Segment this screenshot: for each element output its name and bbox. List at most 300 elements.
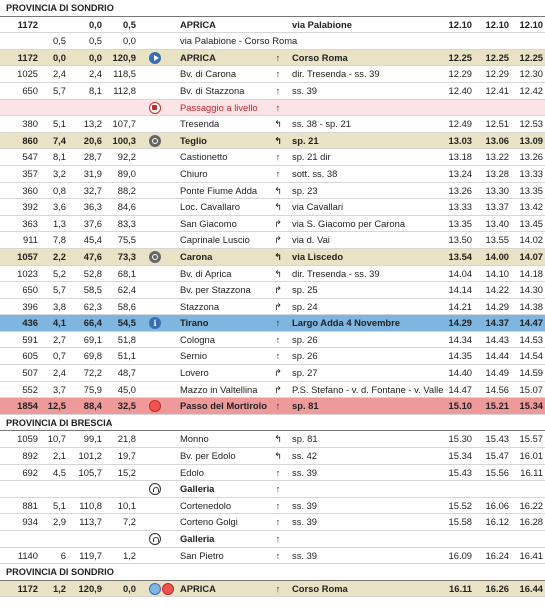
direction-arrow: ↰ bbox=[274, 184, 282, 196]
direction-arrow: ↱ bbox=[274, 217, 282, 229]
remaining-km: 107,7 bbox=[112, 118, 136, 130]
time-medium: 12.10 bbox=[485, 18, 509, 30]
location-name: San Pietro bbox=[180, 549, 224, 561]
altitude: 1059 bbox=[17, 433, 38, 445]
time-slow: 14.38 bbox=[519, 300, 543, 312]
time-slow: 12.53 bbox=[519, 118, 543, 130]
time-slow: 12.25 bbox=[519, 51, 543, 63]
altitude: 1023 bbox=[17, 267, 38, 279]
road-name: via Palabione bbox=[292, 18, 352, 30]
table-row bbox=[0, 33, 545, 50]
altitude: 547 bbox=[22, 151, 38, 163]
time-fast: 13.18 bbox=[448, 151, 472, 163]
location-name: Cortenedolo bbox=[180, 499, 232, 511]
direction-arrow: ↑ bbox=[275, 549, 281, 561]
table-row bbox=[0, 531, 545, 548]
time-medium: 16.06 bbox=[485, 499, 509, 511]
partial-km: 1,3 bbox=[52, 217, 66, 229]
location-name: Passaggio a livello bbox=[180, 101, 258, 113]
time-fast: 15.43 bbox=[448, 466, 472, 478]
partial-km: 2,1 bbox=[52, 450, 66, 462]
time-medium: 12.41 bbox=[485, 84, 509, 96]
table-row bbox=[0, 398, 545, 415]
time-fast: 15.30 bbox=[448, 433, 472, 445]
time-medium: 12.51 bbox=[485, 118, 509, 130]
progressive-km: 2,4 bbox=[88, 68, 102, 80]
location-name: Corteno Golgi bbox=[180, 516, 238, 528]
location-name: Castionetto bbox=[180, 151, 228, 163]
time-fast: 12.40 bbox=[448, 84, 472, 96]
province-header: PROVINCIA DI SONDRIO bbox=[0, 0, 545, 17]
time-fast: 14.34 bbox=[448, 333, 472, 345]
time-medium: 14.49 bbox=[485, 367, 509, 379]
altitude: 650 bbox=[22, 284, 38, 296]
table-row bbox=[0, 66, 545, 83]
time-slow: 14.02 bbox=[519, 234, 543, 246]
level-crossing-icon bbox=[149, 102, 161, 114]
altitude: 360 bbox=[22, 184, 38, 196]
road-name: ss. 39 bbox=[292, 466, 318, 478]
time-fast: 16.11 bbox=[449, 582, 472, 594]
remaining-km: 0,0 bbox=[122, 35, 136, 47]
time-medium: 12.29 bbox=[485, 68, 509, 80]
remaining-km: 73,3 bbox=[117, 250, 136, 262]
direction-arrow: ↑ bbox=[275, 101, 281, 113]
progressive-km: 101,2 bbox=[78, 450, 102, 462]
time-medium: 13.28 bbox=[485, 167, 509, 179]
time-medium: 12.25 bbox=[485, 51, 509, 63]
partial-km: 5,1 bbox=[52, 118, 66, 130]
location-name: Passo del Mortirolo bbox=[180, 400, 267, 412]
progressive-km: 69,8 bbox=[83, 350, 102, 362]
progressive-km: 45,4 bbox=[83, 234, 102, 246]
table-row bbox=[0, 50, 545, 67]
partial-km: 5,7 bbox=[52, 84, 66, 96]
time-slow: 13.42 bbox=[519, 201, 543, 213]
table-row bbox=[0, 315, 545, 332]
altitude: 380 bbox=[22, 118, 38, 130]
time-medium: 16.12 bbox=[485, 516, 509, 528]
progressive-km: 69,1 bbox=[83, 333, 102, 345]
time-fast: 13.50 bbox=[448, 234, 472, 246]
partial-km: 0,5 bbox=[52, 35, 66, 47]
time-medium: 14.44 bbox=[485, 350, 509, 362]
start-icon bbox=[149, 52, 161, 64]
road-name: sp. 81 bbox=[292, 433, 318, 445]
road-name: sp. 27 bbox=[292, 367, 318, 379]
direction-arrow: ↑ bbox=[275, 151, 281, 163]
progressive-km: 20,6 bbox=[83, 134, 102, 146]
remaining-km: 100,3 bbox=[112, 134, 136, 146]
road-name: ss. 39 bbox=[292, 84, 318, 96]
partial-km: 2,4 bbox=[52, 68, 66, 80]
remaining-km: 83,3 bbox=[117, 217, 136, 229]
table-row bbox=[0, 299, 545, 316]
location-name: Sernio bbox=[180, 350, 208, 362]
road-name: sp. 23 bbox=[292, 184, 318, 196]
location-name: Bv. di Aprica bbox=[180, 267, 232, 279]
altitude: 934 bbox=[22, 516, 38, 528]
progressive-km: 75,9 bbox=[83, 383, 102, 395]
remaining-km: 21,8 bbox=[117, 433, 136, 445]
partial-km: 3,6 bbox=[52, 201, 66, 213]
info-point-icon bbox=[149, 583, 161, 595]
time-slow: 14.53 bbox=[519, 333, 543, 345]
road-name: dir. Tresenda - ss. 39 bbox=[292, 267, 380, 279]
time-fast: 13.33 bbox=[448, 201, 472, 213]
finish-icon bbox=[162, 583, 174, 595]
time-slow: 13.09 bbox=[519, 134, 543, 146]
partial-km: 2,2 bbox=[52, 250, 66, 262]
progressive-km: 120,9 bbox=[78, 582, 102, 594]
direction-arrow: ↰ bbox=[274, 433, 282, 445]
remaining-km: 112,8 bbox=[113, 84, 136, 96]
road-name: ss. 39 bbox=[292, 549, 318, 561]
time-slow: 15.34 bbox=[519, 400, 543, 412]
partial-km: 12,5 bbox=[47, 400, 66, 412]
table-row bbox=[0, 431, 545, 448]
direction-arrow: ↱ bbox=[274, 234, 282, 246]
altitude: 552 bbox=[22, 383, 38, 395]
table-row bbox=[0, 149, 545, 166]
direction-arrow: ↑ bbox=[275, 350, 281, 362]
location-name: Bv. di Stazzona bbox=[180, 84, 245, 96]
time-fast: 14.40 bbox=[448, 367, 472, 379]
direction-arrow: ↰ bbox=[274, 201, 282, 213]
road-name: sp. 26 bbox=[292, 350, 318, 362]
altitude: 507 bbox=[22, 367, 38, 379]
location-name: Bv. per Edolo bbox=[180, 450, 236, 462]
road-name: Largo Adda 4 Novembre bbox=[292, 317, 401, 329]
partial-km: 3,8 bbox=[52, 300, 66, 312]
remaining-km: 92,2 bbox=[117, 151, 136, 163]
direction-arrow: ↰ bbox=[274, 250, 282, 262]
time-slow: 14.47 bbox=[519, 317, 543, 329]
remaining-km: 1,2 bbox=[122, 549, 136, 561]
location-name: Loc. Cavallaro bbox=[180, 201, 240, 213]
remaining-km: 89,0 bbox=[117, 167, 136, 179]
remaining-km: 54,5 bbox=[117, 317, 136, 329]
time-fast: 14.29 bbox=[448, 317, 472, 329]
time-medium: 13.30 bbox=[485, 184, 509, 196]
remaining-km: 118,5 bbox=[113, 68, 136, 80]
direction-arrow: ↑ bbox=[275, 533, 281, 544]
direction-arrow: ↱ bbox=[274, 284, 282, 296]
progressive-km: 52,8 bbox=[83, 267, 102, 279]
remaining-km: 51,8 bbox=[117, 333, 136, 345]
road-name: sp. 24 bbox=[292, 300, 318, 312]
table-row bbox=[0, 365, 545, 382]
progressive-km: 110,8 bbox=[79, 499, 102, 511]
location-name: San Giacomo bbox=[180, 217, 237, 229]
tunnel-icon bbox=[149, 533, 161, 545]
time-fast: 14.35 bbox=[448, 350, 472, 362]
location-name: Monno bbox=[180, 433, 209, 445]
time-slow: 16.01 bbox=[519, 450, 543, 462]
time-medium: 16.24 bbox=[485, 549, 509, 561]
remaining-km: 75,5 bbox=[117, 234, 136, 246]
time-fast: 13.03 bbox=[448, 134, 472, 146]
location-name: Galleria bbox=[180, 533, 215, 544]
direction-arrow: ↑ bbox=[275, 516, 281, 528]
partial-km: 7,4 bbox=[52, 134, 66, 146]
location-name: Chiuro bbox=[180, 167, 208, 179]
time-slow: 16.11 bbox=[520, 466, 543, 478]
time-medium: 14.29 bbox=[485, 300, 509, 312]
altitude: 860 bbox=[22, 134, 38, 146]
table-row bbox=[0, 348, 545, 365]
time-medium: 13.55 bbox=[485, 234, 509, 246]
road-name: ss. 42 bbox=[292, 450, 318, 462]
table-row bbox=[0, 266, 545, 283]
altitude: 363 bbox=[22, 217, 38, 229]
time-slow: 15.57 bbox=[519, 433, 543, 445]
time-medium: 14.37 bbox=[485, 317, 509, 329]
road-name: Corso Roma bbox=[292, 582, 348, 594]
time-medium: 14.43 bbox=[485, 333, 509, 345]
remaining-km: 15,2 bbox=[117, 466, 136, 478]
partial-km: 2,4 bbox=[52, 367, 66, 379]
road-name: ss. 39 bbox=[292, 516, 318, 528]
partial-km: 10,7 bbox=[47, 433, 66, 445]
time-medium: 14.22 bbox=[485, 284, 509, 296]
location-name: Carona bbox=[180, 250, 213, 262]
table-row bbox=[0, 83, 545, 100]
remaining-km: 0,5 bbox=[122, 18, 136, 30]
progressive-km: 66,4 bbox=[83, 317, 102, 329]
progressive-km: 58,5 bbox=[83, 284, 102, 296]
table-row bbox=[0, 332, 545, 349]
time-medium: 13.22 bbox=[485, 151, 509, 163]
progressive-km: 0,5 bbox=[88, 35, 102, 47]
table-row bbox=[0, 133, 545, 150]
location-name: Teglio bbox=[180, 134, 207, 146]
time-slow: 16.44 bbox=[519, 582, 543, 594]
partial-km: 5,1 bbox=[52, 499, 66, 511]
location-name: Bv. di Carona bbox=[180, 68, 237, 80]
table-row bbox=[0, 17, 545, 34]
time-slow: 13.45 bbox=[519, 217, 543, 229]
remaining-km: 120,9 bbox=[112, 51, 136, 63]
time-fast: 14.47 bbox=[448, 383, 472, 395]
progressive-km: 119,7 bbox=[79, 549, 102, 561]
time-fast: 14.14 bbox=[448, 284, 472, 296]
partial-km: 7,8 bbox=[52, 234, 66, 246]
location-name: Galleria bbox=[180, 483, 215, 495]
time-medium: 13.37 bbox=[485, 201, 509, 213]
road-name: via Cavallari bbox=[292, 201, 344, 213]
location-name: Edolo bbox=[180, 466, 204, 478]
table-row bbox=[0, 166, 545, 183]
time-fast: 15.58 bbox=[448, 516, 472, 528]
location-name: APRICA bbox=[180, 51, 216, 63]
road-name: sp. 25 bbox=[292, 284, 318, 296]
progressive-km: 113,7 bbox=[79, 516, 102, 528]
table-row bbox=[0, 581, 545, 598]
tunnel-icon bbox=[149, 483, 161, 495]
remaining-km: 51,1 bbox=[117, 350, 136, 362]
time-slow: 16.28 bbox=[519, 516, 543, 528]
road-name: sp. 81 bbox=[292, 400, 319, 412]
time-slow: 16.22 bbox=[519, 499, 543, 511]
altitude: 591 bbox=[22, 333, 38, 345]
table-row bbox=[0, 548, 545, 565]
altitude: 1025 bbox=[17, 68, 38, 80]
direction-arrow: ↑ bbox=[275, 333, 281, 345]
direction-arrow: ↰ bbox=[274, 134, 282, 146]
progressive-km: 62,3 bbox=[83, 300, 102, 312]
direction-arrow: ↱ bbox=[274, 367, 282, 379]
table-row bbox=[0, 465, 545, 482]
remaining-km: 32,5 bbox=[117, 400, 136, 412]
time-slow: 12.30 bbox=[519, 68, 543, 80]
remaining-km: 45,0 bbox=[117, 383, 136, 395]
location-name: APRICA bbox=[180, 582, 216, 594]
table-row bbox=[0, 514, 545, 531]
time-medium: 14.00 bbox=[485, 250, 509, 262]
direction-arrow: ↑ bbox=[275, 68, 281, 80]
time-fast: 12.49 bbox=[448, 118, 472, 130]
table-row bbox=[0, 232, 545, 249]
table-row bbox=[0, 382, 545, 399]
road-name: via d. Vai bbox=[292, 234, 330, 246]
remaining-km: 84,6 bbox=[117, 201, 136, 213]
direction-arrow: ↑ bbox=[275, 51, 281, 63]
direction-arrow: ↑ bbox=[275, 167, 281, 179]
progressive-km: 99,1 bbox=[83, 433, 102, 445]
partial-km: 0,7 bbox=[52, 350, 66, 362]
road-name: via Liscedo bbox=[292, 250, 344, 262]
altitude: 1172 bbox=[17, 51, 38, 63]
altitude: 911 bbox=[23, 234, 38, 246]
table-row bbox=[0, 498, 545, 515]
progressive-km: 32,7 bbox=[83, 184, 102, 196]
location-name: Stazzona bbox=[180, 300, 220, 312]
time-medium: 15.47 bbox=[485, 450, 509, 462]
time-medium: 15.21 bbox=[485, 400, 509, 412]
direction-arrow: ↑ bbox=[275, 466, 281, 478]
time-slow: 15.07 bbox=[519, 383, 543, 395]
progressive-km: 88,4 bbox=[83, 400, 102, 412]
direction-arrow: ↰ bbox=[274, 118, 282, 130]
altitude: 650 bbox=[22, 84, 38, 96]
progressive-km: 28,7 bbox=[83, 151, 102, 163]
table-row bbox=[0, 183, 545, 200]
altitude: 892 bbox=[22, 450, 38, 462]
gpm-icon bbox=[149, 400, 161, 412]
partial-km: 0,0 bbox=[52, 51, 66, 63]
remaining-km: 19,7 bbox=[117, 450, 136, 462]
partial-km: 3,7 bbox=[52, 383, 66, 395]
table-row bbox=[0, 216, 545, 233]
road-name: P.S. Stefano - v. d. Fontane - v. Valle bbox=[292, 383, 444, 395]
location-name: via Palabione - Corso Roma bbox=[180, 35, 298, 47]
time-fast: 12.29 bbox=[448, 68, 472, 80]
progressive-km: 47,6 bbox=[83, 250, 102, 262]
time-medium: 14.10 bbox=[485, 267, 509, 279]
time-fast: 13.26 bbox=[448, 184, 472, 196]
time-slow: 13.33 bbox=[519, 167, 543, 179]
altitude: 605 bbox=[22, 350, 38, 362]
altitude: 1172 bbox=[17, 18, 38, 30]
altitude: 1172 bbox=[17, 582, 38, 594]
table-row bbox=[0, 481, 545, 498]
location-name: Cologna bbox=[180, 333, 215, 345]
remaining-km: 48,7 bbox=[117, 367, 136, 379]
partial-km: 6 bbox=[60, 549, 66, 561]
time-slow: 14.59 bbox=[519, 367, 543, 379]
road-name: via S. Giacomo per Carona bbox=[292, 217, 406, 229]
direction-arrow: ↰ bbox=[274, 450, 282, 462]
direction-arrow: ↑ bbox=[275, 317, 281, 329]
time-slow: 13.26 bbox=[519, 151, 543, 163]
progressive-km: 37,6 bbox=[83, 217, 102, 229]
table-row bbox=[0, 448, 545, 465]
location-name: APRICA bbox=[180, 18, 216, 30]
time-slow: 14.07 bbox=[519, 250, 543, 262]
time-medium: 15.43 bbox=[485, 433, 509, 445]
location-name: Tresenda bbox=[180, 118, 220, 130]
altitude: 881 bbox=[22, 499, 38, 511]
road-name: sp. 26 bbox=[292, 333, 318, 345]
time-medium: 13.40 bbox=[485, 217, 509, 229]
time-fast: 15.10 bbox=[448, 400, 472, 412]
direction-arrow: ↑ bbox=[275, 483, 281, 495]
time-slow: 16.41 bbox=[519, 549, 543, 561]
partial-km: 0,8 bbox=[52, 184, 66, 196]
remaining-km: 62,4 bbox=[117, 284, 136, 296]
partial-km: 4,5 bbox=[52, 466, 66, 478]
time-fast: 13.54 bbox=[448, 250, 472, 262]
time-medium: 16.26 bbox=[485, 582, 509, 594]
time-slow: 12.10 bbox=[519, 18, 543, 30]
remaining-km: 68,1 bbox=[117, 267, 136, 279]
time-fast: 12.25 bbox=[448, 51, 472, 63]
direction-arrow: ↱ bbox=[274, 383, 282, 395]
direction-arrow: ↑ bbox=[275, 582, 281, 594]
partial-km: 3,2 bbox=[52, 167, 66, 179]
location-name: Ponte Fiume Adda bbox=[180, 184, 258, 196]
remaining-km: 0,0 bbox=[122, 582, 136, 594]
table-row bbox=[0, 100, 545, 117]
direction-arrow: ↑ bbox=[275, 499, 281, 511]
partial-km: 5,2 bbox=[52, 267, 66, 279]
checkpoint-icon bbox=[149, 251, 161, 263]
location-name: Tirano bbox=[180, 317, 209, 329]
remaining-km: 58,6 bbox=[117, 300, 136, 312]
time-fast: 16.09 bbox=[448, 549, 472, 561]
altitude: 692 bbox=[22, 466, 38, 478]
time-fast: 15.52 bbox=[448, 499, 472, 511]
remaining-km: 10,1 bbox=[117, 499, 136, 511]
time-fast: 14.21 bbox=[448, 300, 472, 312]
time-fast: 15.34 bbox=[448, 450, 472, 462]
location-name: Caprinale Luscio bbox=[180, 234, 250, 246]
partial-km: 8,1 bbox=[52, 151, 66, 163]
time-fast: 12.10 bbox=[448, 18, 472, 30]
time-slow: 13.35 bbox=[519, 184, 543, 196]
altitude: 436 bbox=[22, 317, 38, 329]
time-fast: 13.35 bbox=[448, 217, 472, 229]
location-name: Mazzo in Valtellina bbox=[180, 383, 258, 395]
road-name: sp. 21 dir bbox=[292, 151, 331, 163]
progressive-km: 105,7 bbox=[78, 466, 102, 478]
remaining-km: 7,2 bbox=[122, 516, 136, 528]
time-medium: 13.06 bbox=[485, 134, 509, 146]
time-medium: 15.56 bbox=[485, 466, 509, 478]
table-row bbox=[0, 249, 545, 266]
info-icon: i bbox=[149, 317, 161, 329]
